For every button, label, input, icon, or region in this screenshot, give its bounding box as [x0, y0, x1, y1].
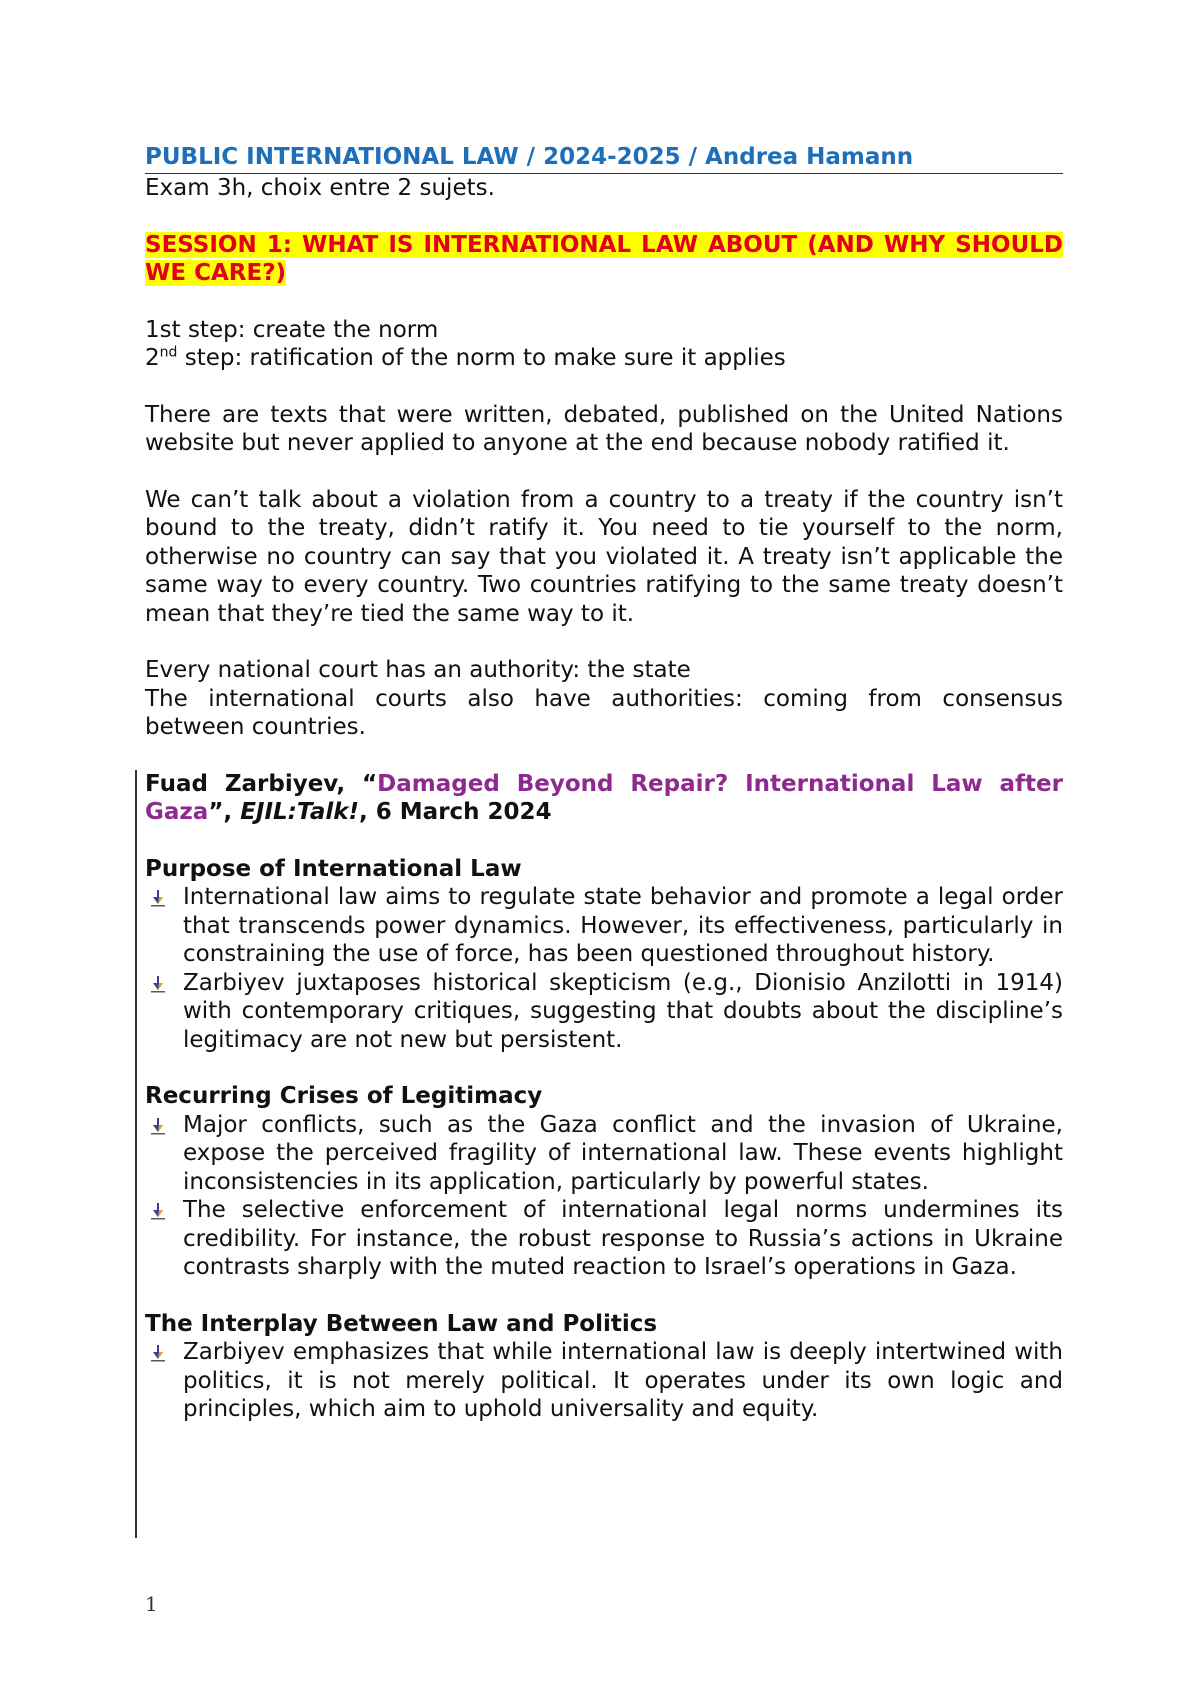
bullet-list-law-politics — [145, 1338, 1063, 1424]
bullet-text: The selective enforcement of international legal norms undermines its credibility. For instance, the robust response to Russia’s actions in Ukraine contrasts sharply with the muted reaction to Israel’s operations in Gaza. — [183, 1197, 1063, 1280]
step-2 — [145, 344, 1063, 373]
paragraph-texts-un: There are texts that were written, debated, published on the United Nations website but never applied to anyone at the end because nobody ratified it. — [145, 401, 1063, 456]
down-arrow-bullet-icon — [149, 1117, 167, 1135]
bullet-list-purpose — [145, 883, 1063, 1054]
article-after-title: ”, — [208, 799, 241, 825]
session-heading: SESSION 1: WHAT IS INTERNATIONAL LAW ABOUT (AND WHY SHOULD WE CARE?) — [145, 231, 1063, 286]
steps-block — [145, 316, 1063, 373]
bullet-text: Zarbiyev juxtaposes historical skepticism (e.g., Dionisio Anzilotti in 1914) with contemporary critiques, suggesting that doubts about the discipline’s legitimacy are not new but persistent. — [183, 969, 1063, 1053]
document-header-title: PUBLIC INTERNATIONAL LAW / 2024-2025 / Andrea Hamann — [145, 142, 1063, 174]
article-citation — [145, 770, 1063, 827]
article-author: Fuad Zarbiyev, “ — [145, 770, 378, 797]
list-item — [145, 1338, 1063, 1424]
article-title-link[interactable]: Damaged Beyond Repair? International Law after Gaza — [145, 770, 1063, 825]
section-heading-purpose: Purpose of International Law — [145, 855, 522, 882]
page-content — [145, 142, 1063, 1424]
step-2-number: 2 — [145, 345, 160, 371]
list-item — [145, 883, 1063, 969]
down-arrow-bullet-icon — [149, 1202, 167, 1220]
article-left-rule — [135, 770, 137, 1538]
bullet-text: International law aims to regulate state behavior and promote a legal order that transcends power dynamics. However, its effectiveness, particularly in constraining the use of force, has been questioned throughout history. — [183, 884, 1063, 967]
article-date: , 6 March 2024 — [359, 799, 552, 825]
bullet-text: Major conflicts, such as the Gaza conflict and the invasion of Ukraine, expose the perceived fragility of international law. These events highlight inconsistencies in its application, particularly by powerful states. — [183, 1111, 1063, 1195]
list-item — [145, 1196, 1063, 1282]
courts-block — [145, 656, 1063, 742]
article-summary — [145, 770, 1063, 1424]
step-2-text: step: ratification of the norm to make sure it applies — [177, 345, 786, 371]
step-2-superscript: nd — [159, 344, 178, 361]
article-journal: EJIL:Talk! — [240, 799, 360, 825]
courts-line-1: Every national court has an authority: the state — [145, 657, 691, 683]
page-number: 1 — [145, 1592, 158, 1616]
list-item — [145, 1111, 1063, 1197]
down-arrow-bullet-icon — [149, 889, 167, 907]
list-item — [145, 969, 1063, 1055]
session-heading-wrap — [145, 231, 1063, 288]
down-arrow-bullet-icon — [149, 1344, 167, 1362]
bullet-text: Zarbiyev emphasizes that while international law is deeply intertwined with politics, it is not merely political. It operates under its own logic and principles, which aim to uphold universality and equity. — [183, 1339, 1063, 1422]
section-heading-legitimacy: Recurring Crises of Legitimacy — [145, 1083, 543, 1109]
paragraph-violation: We can’t talk about a violation from a country to a treaty if the country isn’t bound to the treaty, didn’t ratify it. You need to tie yourself to the norm, otherwise no country can say that you violated it. A treaty isn’t applicable the same way to every country. Two countries ratifying to the same treaty doesn’t mean that they’re tied the same way to it. — [145, 486, 1063, 627]
courts-line-2: The international courts also have authorities: coming from consensus between countries. — [145, 685, 1063, 740]
section-heading-law-politics: The Interplay Between Law and Politics — [145, 1310, 658, 1337]
exam-info: Exam 3h, choix entre 2 sujets. — [145, 175, 495, 201]
step-1: 1st step: create the norm — [145, 316, 439, 343]
down-arrow-bullet-icon — [149, 975, 167, 993]
bullet-list-legitimacy — [145, 1111, 1063, 1282]
